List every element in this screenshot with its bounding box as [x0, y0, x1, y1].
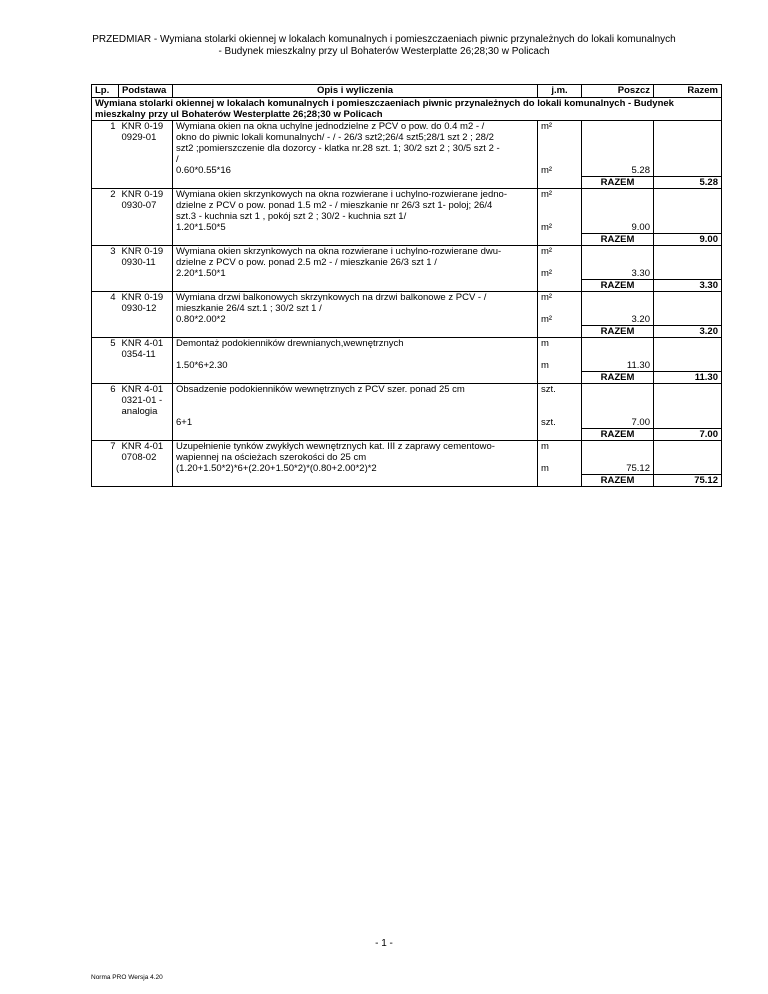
item-basis: KNR 0-19 0929-01	[119, 121, 173, 166]
empty-cell	[119, 234, 173, 246]
table-row-calculation	[92, 222, 722, 234]
table-row-calculation	[92, 360, 722, 372]
empty-cell	[538, 475, 582, 487]
column-header-podstawa: Podstawa	[119, 85, 173, 98]
empty-cell	[654, 246, 722, 269]
item-unit: m	[538, 441, 582, 464]
item-number: 4	[92, 292, 119, 315]
empty-cell	[173, 372, 538, 384]
item-total-value: 7.00	[654, 429, 722, 441]
table-row-total	[92, 326, 722, 338]
total-label: RAZEM	[582, 372, 654, 384]
empty-cell	[582, 384, 654, 418]
item-calc-unit: m	[538, 360, 582, 372]
item-unit: m	[538, 338, 582, 361]
item-calculation: 0.80*2.00*2	[173, 314, 538, 326]
empty-cell	[119, 326, 173, 338]
empty-cell	[92, 314, 119, 326]
empty-cell	[538, 177, 582, 189]
table-row-calculation	[92, 417, 722, 429]
column-header-lp: Lp.	[92, 85, 119, 98]
empty-cell	[92, 177, 119, 189]
empty-cell	[538, 429, 582, 441]
item-description: Wymiana okien skrzynkowych na okna rozwierane i uchylno-rozwierane dwu- dzielne z PCV o pow. ponad 2.5 m2 - / mieszkanie 26/3 szt 1 /	[173, 246, 538, 269]
item-basis: KNR 4-01 0354-11	[119, 338, 173, 361]
column-header-jm: j.m.	[538, 85, 582, 98]
empty-cell	[92, 268, 119, 280]
empty-cell	[654, 417, 722, 429]
item-total-value: 5.28	[654, 177, 722, 189]
empty-cell	[173, 475, 538, 487]
item-number: 1	[92, 121, 119, 166]
column-header-poszcz: Poszcz	[582, 85, 654, 98]
empty-cell	[538, 326, 582, 338]
item-description: Obsadzenie podokienników wewnętrznych z PCV szer. ponad 25 cm	[173, 384, 538, 418]
column-header-opis: Opis i wyliczenia	[173, 85, 538, 98]
total-label: RAZEM	[582, 280, 654, 292]
item-description: Wymiana okien na okna uchylne jednodzielne z PCV o pow. do 0.4 m2 - / okno do piwnic lokali komunalnych/ - / - 26/3 szt2;26/4 szt5;28/1 szt 2 ; 28/2 szt2 ;pomierszczenie dla dozorcy - klatka nr.28 szt. 1; 30/2 szt 2 ; 30/5 szt 2 - /	[173, 121, 538, 166]
total-label: RAZEM	[582, 177, 654, 189]
empty-cell	[173, 429, 538, 441]
empty-cell	[173, 234, 538, 246]
empty-cell	[654, 121, 722, 166]
item-calc-unit: szt.	[538, 417, 582, 429]
empty-cell	[92, 429, 119, 441]
item-total-value: 11.30	[654, 372, 722, 384]
empty-cell	[538, 234, 582, 246]
table-row-item-1	[92, 121, 722, 166]
table-row-item-4	[92, 292, 722, 315]
table-row-total	[92, 475, 722, 487]
table-row-total	[92, 372, 722, 384]
empty-cell	[654, 314, 722, 326]
empty-cell	[119, 280, 173, 292]
total-label: RAZEM	[582, 429, 654, 441]
empty-cell	[92, 326, 119, 338]
item-total-value: 9.00	[654, 234, 722, 246]
empty-cell	[119, 314, 173, 326]
empty-cell	[119, 429, 173, 441]
item-basis: KNR 4-01 0708-02	[119, 441, 173, 464]
total-label: RAZEM	[582, 475, 654, 487]
item-calc-unit: m²	[538, 222, 582, 234]
empty-cell	[92, 372, 119, 384]
table-row-total	[92, 177, 722, 189]
item-calculation: (1.20+1.50*2)*6+(2.20+1.50*2)*(0.80+2.00*2)*2	[173, 463, 538, 475]
empty-cell	[582, 189, 654, 223]
table-row-item-3	[92, 246, 722, 269]
empty-cell	[92, 165, 119, 177]
table-row-item-5	[92, 338, 722, 361]
section-title-row	[92, 98, 722, 121]
item-number: 2	[92, 189, 119, 223]
item-description: Wymiana drzwi balkonowych skrzynkowych na drzwi balkonowe z PCV - / mieszkanie 26/4 szt.1 ; 30/2 szt 1 /	[173, 292, 538, 315]
item-calc-unit: m²	[538, 314, 582, 326]
empty-cell	[654, 360, 722, 372]
empty-cell	[582, 121, 654, 166]
item-partial-value: 3.20	[582, 314, 654, 326]
empty-cell	[654, 165, 722, 177]
empty-cell	[92, 222, 119, 234]
empty-cell	[92, 280, 119, 292]
item-unit: m²	[538, 189, 582, 223]
item-number: 7	[92, 441, 119, 464]
empty-cell	[119, 268, 173, 280]
document-title-line-2: - Budynek mieszkalny przy ul Bohaterów Westerplatte 26;28;30 w Policach	[218, 46, 550, 57]
item-total-value: 75.12	[654, 475, 722, 487]
item-unit: m²	[538, 246, 582, 269]
empty-cell	[119, 222, 173, 234]
item-number: 5	[92, 338, 119, 361]
page-number: - 1 -	[375, 938, 393, 949]
table-row-calculation	[92, 165, 722, 177]
empty-cell	[538, 372, 582, 384]
item-basis: KNR 0-19 0930-07	[119, 189, 173, 223]
item-number: 3	[92, 246, 119, 269]
item-number: 6	[92, 384, 119, 418]
table-row-item-7	[92, 441, 722, 464]
empty-cell	[654, 441, 722, 464]
item-description: Wymiana okien skrzynkowych na okna rozwierane i uchylno-rozwierane jedno- dzielne z PCV o pow. ponad 1.5 m2 - / mieszkanie nr 26/3 szt 1- poloj; 26/4 szt.3 - kuchnia szt 1 , pokój szt 2 ; 30/2 - kuchnia szt 1/	[173, 189, 538, 223]
empty-cell	[654, 463, 722, 475]
table-row-item-2	[92, 189, 722, 223]
table-row-total	[92, 429, 722, 441]
table-row-calculation	[92, 268, 722, 280]
item-unit: m²	[538, 121, 582, 166]
empty-cell	[119, 417, 173, 429]
empty-cell	[173, 177, 538, 189]
empty-cell	[654, 292, 722, 315]
item-calc-unit: m²	[538, 268, 582, 280]
item-partial-value: 11.30	[582, 360, 654, 372]
total-label: RAZEM	[582, 234, 654, 246]
item-partial-value: 3.30	[582, 268, 654, 280]
column-header-razem: Razem	[654, 85, 722, 98]
empty-cell	[654, 222, 722, 234]
item-total-value: 3.20	[654, 326, 722, 338]
empty-cell	[92, 417, 119, 429]
item-partial-value: 5.28	[582, 165, 654, 177]
empty-cell	[92, 360, 119, 372]
item-total-value: 3.30	[654, 280, 722, 292]
empty-cell	[582, 441, 654, 464]
empty-cell	[92, 463, 119, 475]
table-row-item-6	[92, 384, 722, 418]
table-row-total	[92, 280, 722, 292]
empty-cell	[119, 463, 173, 475]
item-calc-unit: m²	[538, 165, 582, 177]
empty-cell	[92, 475, 119, 487]
empty-cell	[119, 475, 173, 487]
item-partial-value: 9.00	[582, 222, 654, 234]
empty-cell	[654, 338, 722, 361]
item-calculation: 1.50*6+2.30	[173, 360, 538, 372]
item-partial-value: 75.12	[582, 463, 654, 475]
item-calculation: 1.20*1.50*5	[173, 222, 538, 234]
table-row-total	[92, 234, 722, 246]
empty-cell	[119, 360, 173, 372]
section-title: Wymiana stolarki okiennej w lokalach komunalnych i pomieszczaeniach piwnic przynależnych do lokali komunalnych - Budynek mieszkalny przy ul Bohaterów Westerplatte 26;28;30 w Policach	[92, 98, 722, 121]
empty-cell	[582, 338, 654, 361]
table-row-calculation	[92, 463, 722, 475]
empty-cell	[538, 280, 582, 292]
item-description: Uzupełnienie tynków zwykłych wewnętrznych kat. III z zaprawy cementowo- wapiennej na ościeżach szerokości do 25 cm	[173, 441, 538, 464]
item-unit: m²	[538, 292, 582, 315]
empty-cell	[654, 268, 722, 280]
empty-cell	[173, 280, 538, 292]
empty-cell	[173, 326, 538, 338]
item-basis: KNR 0-19 0930-12	[119, 292, 173, 315]
item-partial-value: 7.00	[582, 417, 654, 429]
empty-cell	[119, 177, 173, 189]
item-description: Demontaż podokienników drewnianych,wewnętrznych	[173, 338, 538, 361]
empty-cell	[119, 165, 173, 177]
item-calculation: 6+1	[173, 417, 538, 429]
document-title-line-1: PRZEDMIAR - Wymiana stolarki okiennej w lokalach komunalnych i pomieszczaeniach piwnic przynależnych do lokali komunalnych	[92, 34, 676, 45]
total-label: RAZEM	[582, 326, 654, 338]
software-footer: Norma PRO Wersja 4.20	[91, 974, 163, 981]
item-basis: KNR 4-01 0321-01 - analogia	[119, 384, 173, 418]
cost-estimate-table	[91, 84, 722, 487]
table-header-row	[92, 85, 722, 98]
empty-cell	[654, 384, 722, 418]
item-basis: KNR 0-19 0930-11	[119, 246, 173, 269]
item-calculation: 2.20*1.50*1	[173, 268, 538, 280]
empty-cell	[119, 372, 173, 384]
item-calculation: 0.60*0.55*16	[173, 165, 538, 177]
empty-cell	[654, 189, 722, 223]
empty-cell	[582, 292, 654, 315]
table-row-calculation	[92, 314, 722, 326]
item-unit: szt.	[538, 384, 582, 418]
empty-cell	[582, 246, 654, 269]
item-calc-unit: m	[538, 463, 582, 475]
empty-cell	[92, 234, 119, 246]
